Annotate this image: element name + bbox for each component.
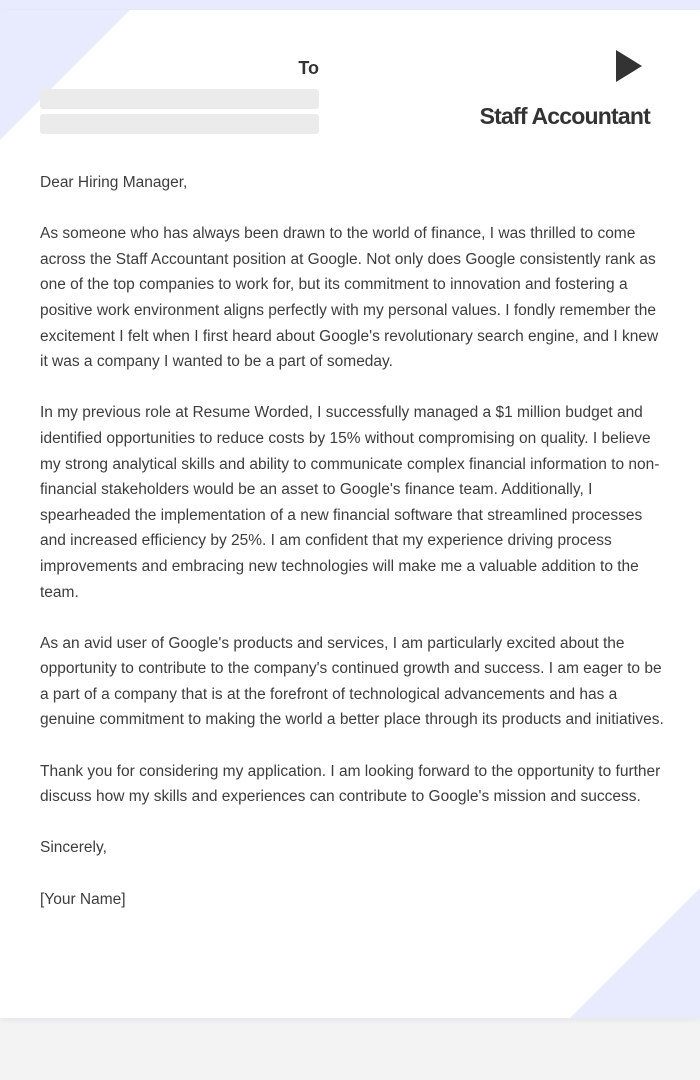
- letter-body: [40, 170, 664, 938]
- job-title: Staff Accountant: [479, 103, 650, 129]
- recipient-placeholder-line: [40, 114, 319, 134]
- body-paragraph: In my previous role at Resume Worded, I successfully managed a $1 million budget and identified opportunities to reduce costs by 15% without compromising on quality. I believe my strong analytical skills and ability to communicate complex financial information to non-financial stakeholders would be an asset to Google's finance team. Additionally, I spearheaded the implementation of a new financial software that streamlined processes and increased efficiency by 25%. I am confident that my experience driving process improvements and embracing new technologies will make me a valuable addition to the team.: [40, 404, 660, 601]
- cover-letter-page: [0, 10, 700, 1018]
- body-paragraph: As an avid user of Google's products and services, I am particularly excited about the opportunity to contribute to the company's continued growth and success. I am eager to be a part of a company that is at the forefront of technological advancements and has a genuine commitment to making the world a better place through its products and initiatives.: [40, 634, 664, 729]
- background-strip: [0, 0, 700, 10]
- greeting: Dear Hiring Manager,: [40, 174, 188, 191]
- body-paragraph: As someone who has always been drawn to the world of finance, I was thrilled to come across the Staff Accountant position at Google. Not only does Google consistently rank as one of the top companies to work for, but its commitment to innovation and fostering a positive work environment aligns perfectly with my personal values. I fondly remember the excitement I felt when I first heard about Google's revolutionary search engine, and I knew it was a company I wanted to be a part of someday.: [40, 225, 659, 371]
- recipient-label: To: [298, 58, 319, 78]
- play-icon[interactable]: [616, 50, 642, 82]
- closing: Sincerely,: [40, 839, 107, 857]
- body-paragraph: Thank you for considering my application. I am looking forward to the opportunity to further discuss how my skills and experiences can contribute to Google's mission and success.: [40, 762, 661, 806]
- recipient-placeholder-line: [40, 89, 319, 109]
- signature: [Your Name]: [40, 890, 126, 908]
